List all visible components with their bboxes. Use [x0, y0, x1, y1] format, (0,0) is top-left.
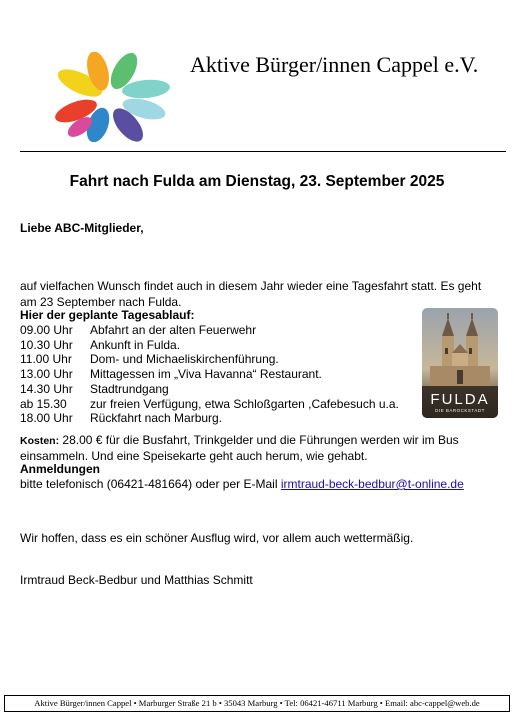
schedule-text: Abfahrt an der alten Feuerwehr: [90, 323, 257, 337]
costs-text: 28.00 € für die Busfahrt, Trinkgelder und die Führungen werden wir im Bus einsammeln. Und eine Speisekarte geht auch herum, wie gehabt.: [20, 433, 459, 463]
schedule-time: 09.00 Uhr: [20, 323, 73, 337]
registration-text: bitte telefonisch (06421-481664) oder per E-Mail: [20, 477, 281, 491]
intro-paragraph: auf vielfachen Wunsch findet auch in diesem Jahr wieder eine Tagesfahrt statt. Es geht am 23 September nach Fulda.: [20, 279, 482, 309]
schedule-row: [20, 323, 399, 338]
registration-line: [20, 477, 464, 491]
photo-title: FULDA: [430, 391, 490, 408]
schedule-list: [20, 323, 399, 426]
schedule-row: [20, 367, 399, 382]
org-name: Aktive Bürger/innen Cappel e.V.: [190, 52, 479, 77]
schedule-time: 14.30 Uhr: [20, 381, 73, 396]
schedule-time: 13.00 Uhr: [20, 367, 73, 382]
header-divider: [20, 151, 506, 152]
schedule-time: ab 15.30: [20, 396, 67, 411]
costs-label: Kosten:: [20, 435, 60, 447]
schedule-row: [20, 397, 399, 412]
greeting: Liebe ABC-Mitglieder,: [20, 221, 144, 235]
registration-heading: Anmeldungen: [20, 462, 100, 476]
schedule-row: [20, 338, 399, 353]
schedule-text: Ankunft in Fulda.: [90, 337, 181, 352]
footer-address: Aktive Bürger/innen Cappel • Marburger Straße 21 b • 35043 Marburg • Tel: 06421-46711 Marburg • Email: abc-cappel@web.de: [4, 695, 510, 712]
schedule-row: [20, 352, 399, 367]
schedule-text: Rückfahrt nach Marburg.: [90, 411, 223, 426]
schedule-text: Mittagessen im „Viva Havanna“ Restaurant.: [90, 367, 322, 382]
schedule-time: 11.00 Uhr: [20, 352, 72, 367]
schedule-text: Stadtrundgang: [90, 381, 169, 396]
signature: Irmtraud Beck-Bedbur und Matthias Schmitt: [20, 573, 253, 587]
costs-paragraph: [20, 433, 490, 464]
photo-subtitle: DIE BAROCKSTADT: [435, 408, 485, 413]
flower-logo: [48, 52, 172, 142]
page-title: Fahrt nach Fulda am Dienstag, 23. September 2025: [69, 173, 445, 190]
fulda-cathedral-image: [422, 308, 498, 418]
schedule-row: [20, 411, 399, 426]
schedule-heading: Hier der geplante Tagesablauf:: [20, 308, 195, 322]
schedule-text: Dom- und Michaeliskirchenführung.: [90, 352, 279, 367]
schedule-time: 18.00 Uhr: [20, 411, 73, 426]
email-link[interactable]: irmtraud-beck-bedbur@t-online.de: [280, 477, 464, 491]
schedule-time: 10.30 Uhr: [20, 337, 73, 352]
closing-text: Wir hoffen, dass es ein schöner Ausflug wird, vor allem auch wettermäßig.: [20, 531, 414, 545]
schedule-row: [20, 382, 399, 397]
schedule-text: zur freien Verfügung, etwa Schloßgarten ,Cafebesuch u.a.: [90, 396, 399, 411]
